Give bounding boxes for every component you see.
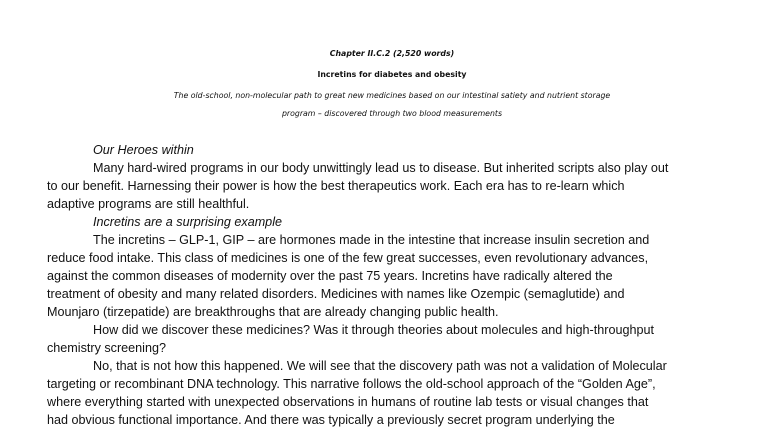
body-line: How did we discover these medicines? Was it through theories about molecules and high-throughput [93,323,654,337]
body-line: Mounjaro (tirzepatide) are breakthroughs that are already changing public health. [47,305,499,319]
body-line: had obvious functional importance. And there was typically a previously secret program underlying the [47,413,615,427]
section-heading-our-heroes: Our Heroes within [93,143,194,157]
body-line: where everything started with unexpected observations in humans of routine lab tests or visual changes that [47,395,649,409]
body-line: against the common diseases of modernity over the past 75 years. Incretins have radically altered the [47,269,613,283]
section-heading-incretins: Incretins are a surprising example [93,215,282,229]
chapter-title: Incretins for diabetes and obesity [317,70,467,79]
body-line: targeting or recombinant DNA technology. This narrative follows the old-school approach of the “Golden Age”, [47,377,656,391]
body-line: to our benefit. Harnessing their power is how the best therapeutics work. Each era has to re-learn which [47,179,625,193]
body-line: treatment of obesity and many related disorders. Medicines with names like Ozempic (semaglutide) and [47,287,625,301]
body-line: adaptive programs are still healthful. [47,197,250,211]
chapter-subtitle-line-2: program – discovered through two blood measurements [281,109,503,118]
chapter-heading: Chapter II.C.2 (2,520 words) [329,49,455,58]
body-line: No, that is not how this happened. We will see that the discovery path was not a validation of Molecular [93,359,667,373]
chapter-subtitle-line-1: The old-school, non-molecular path to great new medicines based on our intestinal satiety and nutrient storage [173,91,611,100]
body-line: Many hard-wired programs in our body unwittingly lead us to disease. But inherited scripts also play out [93,161,669,175]
body-line: chemistry screening? [47,341,166,355]
body-line: reduce food intake. This class of medicines is one of the few great successes, even revolutionary advances, [47,251,649,265]
body-line: The incretins – GLP-1, GIP – are hormones made in the intestine that increase insulin secretion and [93,233,650,247]
